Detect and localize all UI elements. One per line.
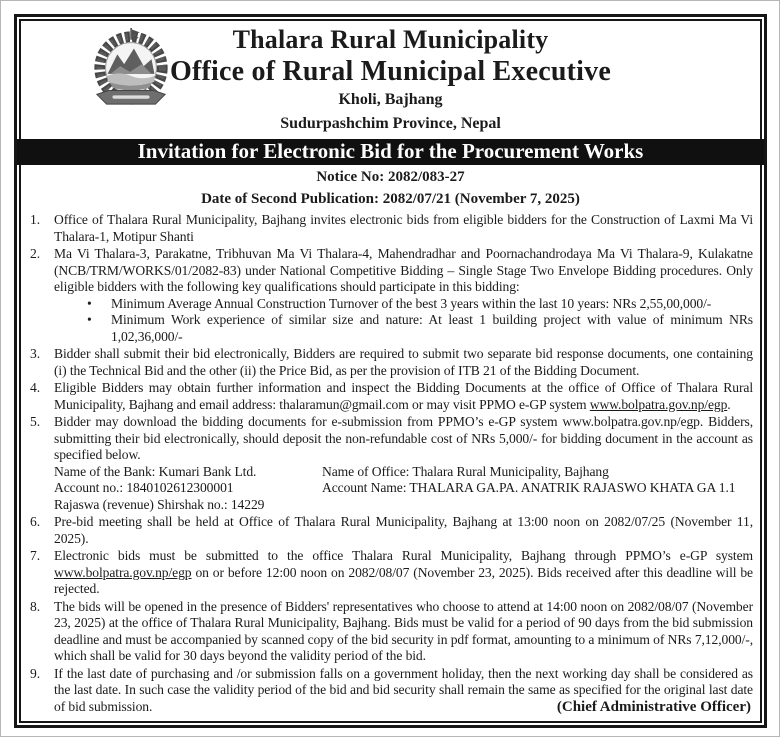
bolpatra-link[interactable]: www.bolpatra.gov.np/egp <box>589 396 728 412</box>
organization-name: Thalara Rural Municipality <box>232 25 549 54</box>
text-segment: Bidder shall submit their bid electronically, Bidders are required to submit two separate bid response documents, one containing (i) the Technical Bid and the other (ii) the Price Bid, as per the provision of ITB 21 of the Bidding Document. <box>54 346 753 378</box>
notice-item-number: 8. <box>30 598 41 614</box>
bank-detail-left: Account no.: 1840102612300001 <box>54 480 234 495</box>
qualification-bullet <box>54 312 753 345</box>
bullet-icon: • <box>87 295 92 311</box>
nepal-emblem-logo-icon <box>86 27 176 111</box>
office-name: Office of Rural Municipal Executive <box>170 56 611 87</box>
text-segment: Eligible Bidders may obtain further information and inspect the Bidding Documents at the office of Office of Thalara Rural Municipality, Bajhang and email address: thalaramun@gmail.com or may visit PPMO e-GP system <box>54 380 753 412</box>
notice-item-text <box>54 246 753 296</box>
notice-item-number: 1. <box>30 212 41 227</box>
notice-item <box>28 599 753 665</box>
bank-detail-row <box>54 497 753 514</box>
notice-item-number: 4. <box>30 380 41 395</box>
bank-detail-left: Rajaswa (revenue) Shirshak no.: 14229 <box>54 496 265 512</box>
notice-item-body <box>54 380 753 413</box>
notice-item-number: 5. <box>30 414 41 429</box>
text-segment: The bids will be opened in the presence of Bidders' representatives who choose to attend at 14:00 noon on 2082/08/07 (November 23, 2025) at the office of Thalara Rural Municipality, Bajhang. Bids must be valid for a period of 90 days from the bid submission deadline and must be accompanied by scanned copy of the bid security in pdf format, amounting to a minimum of NRs 7,12,000/-, which shall be valid for 30 days beyond the validity period of the bid. <box>54 598 753 663</box>
bullet-icon: • <box>87 312 92 327</box>
bank-detail-row <box>54 480 753 497</box>
notice-item-body <box>54 246 753 345</box>
notice-item-body <box>54 346 753 379</box>
address-line-1: Kholi, Bajhang <box>338 91 443 108</box>
notice-item-body <box>54 414 753 513</box>
bullet-text: Minimum Average Annual Construction Turnover of the best 3 years within the last 10 years: NRs 2,55,00,000/- <box>111 295 712 311</box>
notice-item-number: 6. <box>30 514 41 529</box>
document-header <box>28 21 753 136</box>
bolpatra-link[interactable]: www.bolpatra.gov.np/egp <box>54 564 192 580</box>
text-segment: . <box>727 396 731 412</box>
notice-item-text <box>54 346 753 379</box>
bank-detail-row <box>54 464 753 481</box>
text-segment: on or before 12:00 noon on 2082/08/07 (November 23, 2025). Bids received after this deadline will be rejected. <box>54 564 753 596</box>
text-segment: Electronic bids must be submitted to the office Thalara Rural Municipality, Bajhang through PPMO’s e-GP system <box>54 548 753 563</box>
notice-item-text <box>54 599 753 665</box>
notice-item-number: 7. <box>30 548 41 563</box>
notice-item-text <box>54 414 753 464</box>
notice-item <box>28 212 753 245</box>
notice-item-text <box>54 212 753 245</box>
notice-item-body <box>54 212 753 245</box>
notice-item <box>28 380 753 413</box>
text-segment: Pre-bid meeting shall be held at Office of Thalara Rural Municipality, Bajhang at 13:00 noon on 2082/07/25 (November 11, 2025). <box>54 514 753 546</box>
notice-item-text <box>54 548 753 598</box>
notice-item <box>28 514 753 547</box>
notice-item-body <box>54 514 753 547</box>
notice-item <box>28 346 753 379</box>
bank-detail-right: Name of Office: Thalara Rural Municipality, Bajhang <box>322 463 609 479</box>
notice-item-body <box>54 599 753 665</box>
notice-item-text <box>54 380 753 413</box>
notice-item <box>28 548 753 598</box>
outer-border <box>14 14 767 728</box>
notice-number: Notice No: 2082/083-27 <box>316 169 465 185</box>
signatory-line: (Chief Administrative Officer) <box>556 699 751 715</box>
bank-detail-right: Account Name: THALARA GA.PA. ANATRIK RAJASWO KHATA GA 1.1 <box>322 480 736 495</box>
text-segment: Ma Vi Thalara-3, Parakatne, Tribhuvan Ma Vi Thalara-4, Mahendradhar and Poornachandrodaya Ma Vi Thalara-9, Kulakatne (NCB/TRM/WORKS/01/2082-83) under National Competitive Bidding – Single Stage Two Envelope Bidding procedures. Only eligible bidders with the following key qualifications should participate in this bidding: <box>54 246 753 294</box>
address-line-2: Sudurpashchim Province, Nepal <box>280 115 501 132</box>
bank-detail-left: Name of the Bank: Kumari Bank Ltd. <box>54 463 257 479</box>
notice-item <box>28 246 753 345</box>
qualification-bullet <box>54 296 753 313</box>
notice-list <box>28 212 753 715</box>
invitation-title-banner: Invitation for Electronic Bid for the Procurement Works <box>17 139 764 165</box>
notice-item-number: 9. <box>30 665 41 681</box>
text-segment: Bidder may download the bidding documents for e-submission from PPMO’s e-GP system www.bolpatra.gov.np/egp. Bidders, submitting their bid electronically, should deposit the non-refundable cost of NRs 5,000/- for bidding document in the account as specified below. <box>54 414 753 462</box>
text-segment: Office of Thalara Rural Municipality, Bajhang invites electronic bids from eligible bidders for the Construction of Laxmi Ma Vi Thalara-1, Motipur Shanti <box>54 212 753 244</box>
text-segment: If the last date of purchasing and /or submission falls on a government holiday, then the next working day shall be considered as the last date. In such case the validity period of the bid and bid security shall remain the same as specified for the original last date of bid submission. <box>54 665 753 714</box>
notice-item-number: 3. <box>30 346 41 361</box>
notice-item-body <box>54 548 753 598</box>
publication-date: Date of Second Publication: 2082/07/21 (November 7, 2025) <box>201 191 580 207</box>
notice-item <box>28 414 753 513</box>
inner-border <box>19 19 762 723</box>
notice-item-number: 2. <box>30 246 41 261</box>
bank-detail-right <box>322 497 753 514</box>
notice-item-text <box>54 514 753 547</box>
bullet-text: Minimum Work experience of similar size and nature: At least 1 building project with value of minimum NRs 1,02,36,000/- <box>111 312 753 344</box>
